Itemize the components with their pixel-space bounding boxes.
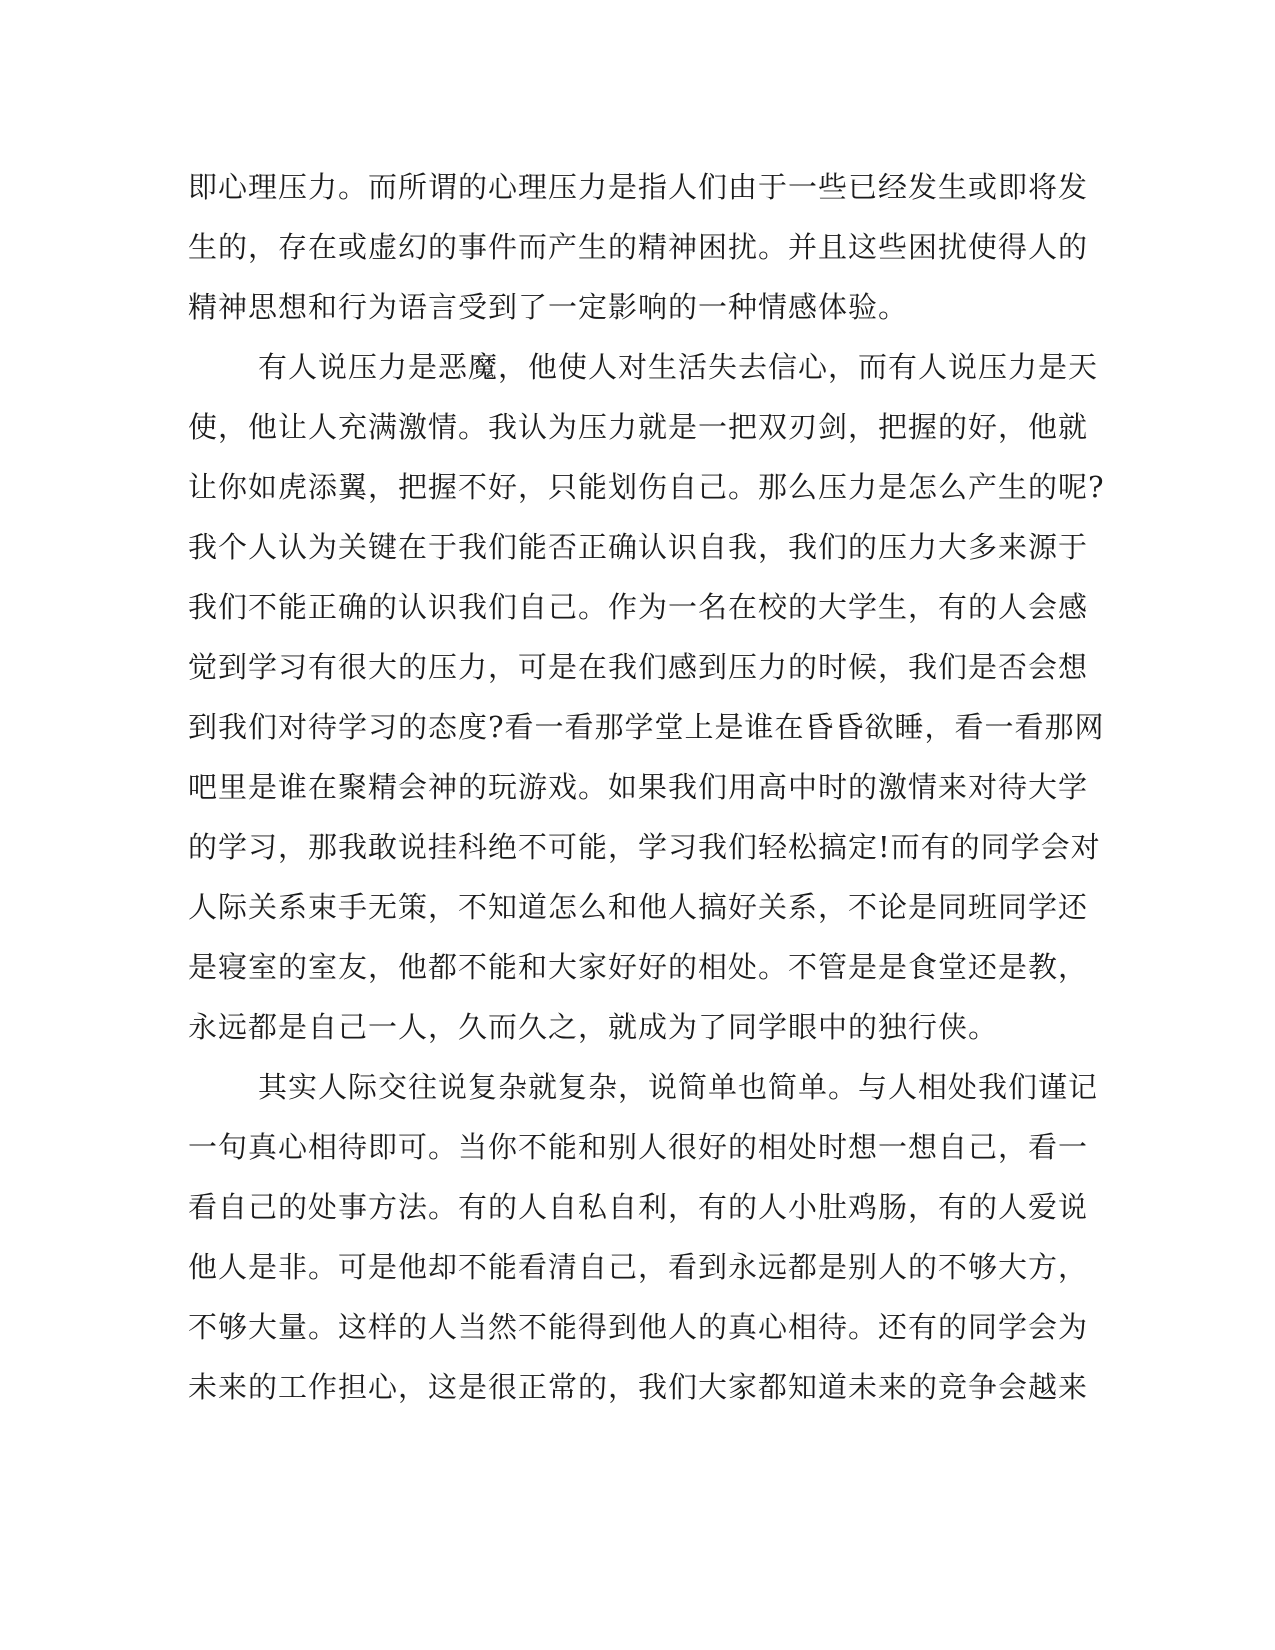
body-text: [188, 157, 1105, 1417]
text-line: 看自己的处事方法。有的人自私自利，有的人小肚鸡肠，有的人爱说: [188, 1190, 1089, 1224]
text-line: 永远都是自己一人，久而久之，就成为了同学眼中的独行侠。: [188, 1010, 999, 1044]
paragraph-first-line: 有人说压力是恶魔，他使人对生活失去信心，而有人说压力是天: [258, 350, 1099, 384]
text-line: 人际关系束手无策，不知道怎么和他人搞好关系，不论是同班同学还: [188, 890, 1089, 924]
text-line: 生的，存在或虚幻的事件而产生的精神困扰。并且这些困扰使得人的: [188, 230, 1089, 264]
text-line: 是寝室的室友，他都不能和大家好好的相处。不管是是食堂还是教，: [188, 950, 1089, 984]
text-line: 我个人认为关键在于我们能否正确认识自我，我们的压力大多来源于: [188, 530, 1089, 564]
text-line: 我们不能正确的认识我们自己。作为一名在校的大学生，有的人会感: [188, 590, 1089, 624]
text-line: 吧里是谁在聚精会神的玩游戏。如果我们用高中时的激情来对待大学: [188, 770, 1089, 804]
text-line: 到我们对待学习的态度?看一看那学堂上是谁在昏昏欲睡，看一看那网: [188, 710, 1105, 744]
text-line: 不够大量。这样的人当然不能得到他人的真心相待。还有的同学会为: [188, 1310, 1089, 1344]
paragraph-first-line: 其实人际交往说复杂就复杂，说简单也简单。与人相处我们谨记: [258, 1070, 1099, 1104]
text-line: 他人是非。可是他却不能看清自己，看到永远都是别人的不够大方，: [188, 1250, 1089, 1284]
text-line: 觉到学习有很大的压力，可是在我们感到压力的时候，我们是否会想: [188, 650, 1089, 684]
text-line: 使，他让人充满激情。我认为压力就是一把双刃剑，把握的好，他就: [188, 410, 1089, 444]
text-line: 的学习，那我敢说挂科绝不可能，学习我们轻松搞定!而有的同学会对: [188, 830, 1101, 864]
text-line: 精神思想和行为语言受到了一定影响的一种情感体验。: [188, 290, 909, 324]
text-line: 一句真心相待即可。当你不能和别人很好的相处时想一想自己，看一: [188, 1130, 1089, 1164]
text-line: 让你如虎添翼，把握不好，只能划伤自己。那么压力是怎么产生的呢?: [188, 470, 1105, 504]
text-line: 即心理压力。而所谓的心理压力是指人们由于一些已经发生或即将发: [188, 170, 1089, 204]
text-line: 未来的工作担心，这是很正常的，我们大家都知道未来的竞争会越来: [188, 1370, 1089, 1404]
